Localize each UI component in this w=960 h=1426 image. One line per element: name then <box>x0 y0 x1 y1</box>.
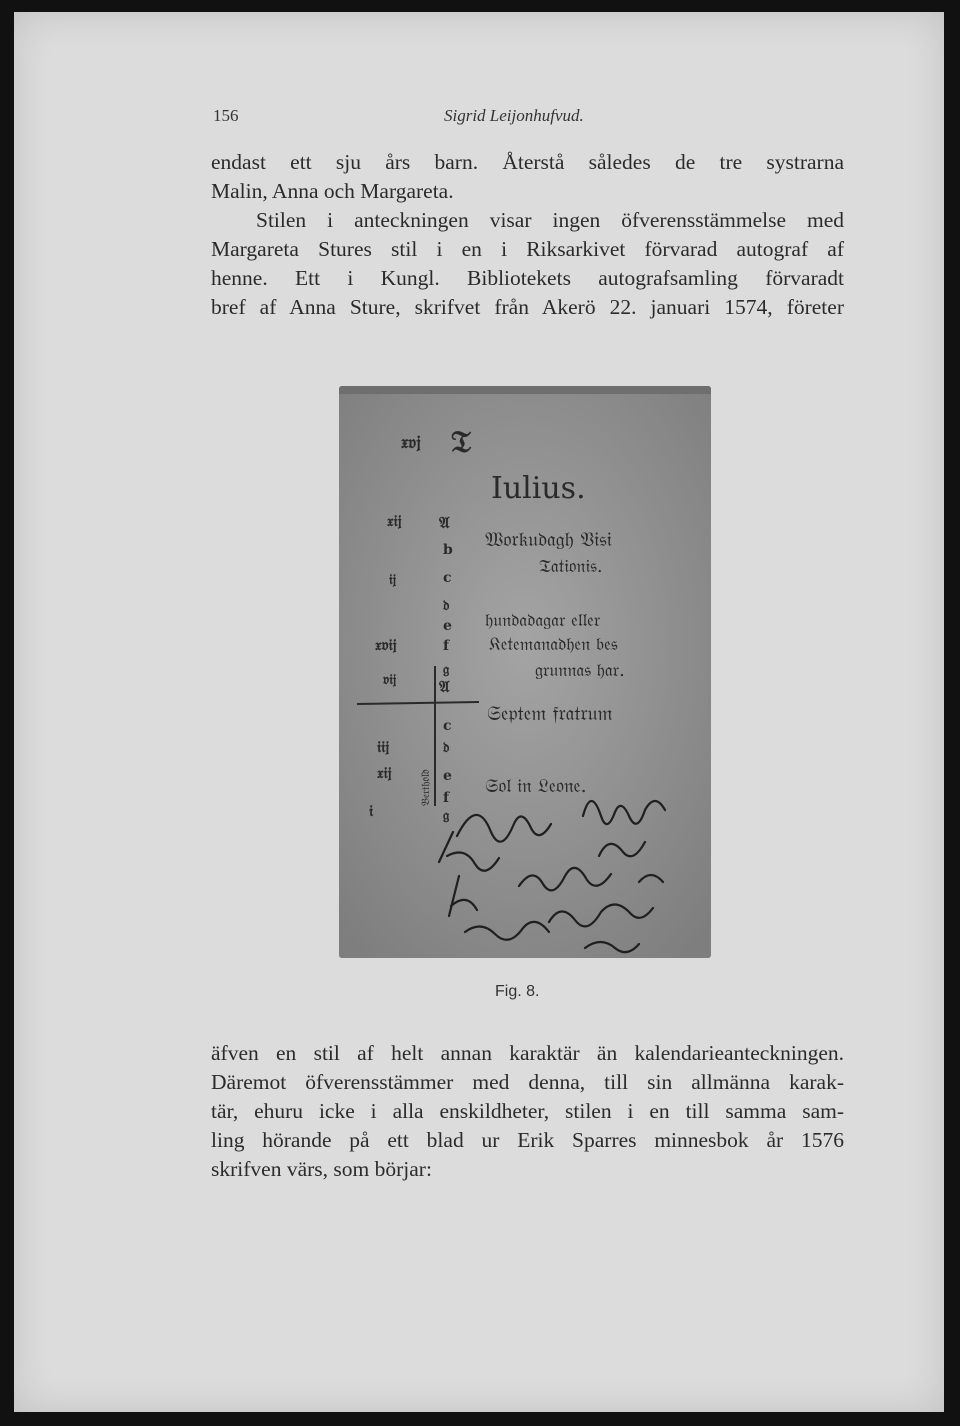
text-line: henne. Ett i Kungl. Bibliotekets autografsamling förvaradt <box>211 266 844 290</box>
text-line: ling hörande på ett blad ur Erik Sparres minnesbok år 1576 <box>211 1128 844 1152</box>
svg-text:𝔦𝔧: 𝔦𝔧 <box>389 572 397 588</box>
svg-text:𝔤𝔯𝔲𝔫𝔫𝔞𝔰 𝔥𝔞𝔯.: 𝔤𝔯𝔲𝔫𝔫𝔞𝔰 𝔥𝔞𝔯. <box>535 660 625 681</box>
text-line: Däremot öfverensstämmer med denna, till sin allmänna karak- <box>211 1070 844 1094</box>
svg-text:𝔎𝔢𝔱𝔢𝔪𝔞𝔫𝔞𝔡𝔥𝔢𝔫 𝔟𝔢�: 𝔎𝔢𝔱𝔢𝔪𝔞𝔫𝔞𝔡𝔥𝔢𝔫 𝔟𝔢𝔰 <box>489 634 618 655</box>
svg-text:𝔖𝔢𝔭𝔱𝔢𝔪 𝔣𝔯𝔞𝔱𝔯𝔲𝔪: 𝔖𝔢𝔭𝔱𝔢𝔪 𝔣𝔯𝔞𝔱𝔯𝔲𝔪 <box>487 701 613 725</box>
text-line: tär, ehuru icke i alla enskildheter, stilen i en till samma sam- <box>211 1099 844 1123</box>
svg-text:𝔦𝔦𝔧: 𝔦𝔦𝔧 <box>377 737 390 756</box>
svg-text:𝔵𝔳𝔦𝔧: 𝔵𝔳𝔦𝔧 <box>375 635 397 654</box>
svg-text:𝔦: 𝔦 <box>369 801 374 820</box>
svg-text:e: e <box>443 618 452 634</box>
svg-text:𝔗: 𝔗 <box>451 425 471 460</box>
svg-text:c: c <box>443 718 452 734</box>
svg-text:𝔄: 𝔄 <box>439 677 450 696</box>
text-line: skrifven värs, som börjar: <box>211 1157 432 1181</box>
svg-text:𝔄: 𝔄 <box>439 513 450 532</box>
svg-text:𝔵𝔳𝔧: 𝔵𝔳𝔧 <box>401 432 421 453</box>
body-text-top <box>211 148 844 322</box>
svg-text:𝔤: 𝔤 <box>443 808 450 824</box>
text-line: Stilen i anteckningen visar ingen öfverensstämmelse med <box>256 208 844 232</box>
svg-text:𝔚𝔬𝔯𝔨𝔲𝔡𝔞𝔤𝔥 𝔙𝔦𝔰𝔦: 𝔚𝔬𝔯𝔨𝔲𝔡𝔞𝔤𝔥 𝔙𝔦𝔰𝔦 <box>485 527 612 551</box>
body-text-bottom <box>211 1039 844 1184</box>
figure-caption: Fig. 8. <box>495 983 540 1000</box>
running-head: Sigrid Leijonhufvud. <box>444 106 584 125</box>
svg-text:f: f <box>443 790 450 806</box>
svg-text:𝔅𝔢𝔯𝔱𝔥𝔬𝔩𝔡: 𝔅𝔢𝔯𝔱𝔥𝔬𝔩𝔡 <box>419 769 432 806</box>
text-line: endast ett sju års barn. Återstå således de tre systrarna <box>211 150 844 174</box>
text-line: Malin, Anna och Margareta. <box>211 179 454 203</box>
svg-text:b: b <box>443 542 453 558</box>
manuscript-figure <box>339 386 711 958</box>
svg-text:f: f <box>443 638 450 654</box>
page-header <box>213 106 845 130</box>
svg-text:𝔥𝔲𝔫𝔡𝔞𝔡𝔞𝔤𝔞𝔯 𝔢𝔩𝔩𝔢�: 𝔥𝔲𝔫𝔡𝔞𝔡𝔞𝔤𝔞𝔯 𝔢𝔩𝔩𝔢𝔯 <box>485 610 601 631</box>
svg-text:e: e <box>443 768 452 784</box>
svg-text:𝔤: 𝔤 <box>443 662 450 678</box>
svg-text:𝔳𝔦𝔧: 𝔳𝔦𝔧 <box>383 672 397 688</box>
text-line: bref af Anna Sture, skrifvet från Akerö 22. januari 1574, företer <box>211 295 844 319</box>
svg-text:𝔵𝔦𝔧: 𝔵𝔦𝔧 <box>377 763 392 782</box>
svg-text:𝔡: 𝔡 <box>443 740 450 756</box>
text-line: äfven en stil af helt annan karaktär än kalendarieanteckningen. <box>211 1041 844 1065</box>
svg-text:𝔡: 𝔡 <box>443 598 450 614</box>
svg-text:𝔖𝔬𝔩 𝔦𝔫 𝔏𝔢𝔬𝔫𝔢.: 𝔖𝔬𝔩 𝔦𝔫 𝔏𝔢𝔬𝔫𝔢. <box>485 775 587 797</box>
svg-text:𝔵𝔦𝔧: 𝔵𝔦𝔧 <box>387 511 402 530</box>
manuscript-image <box>339 386 711 958</box>
page-number: 156 <box>213 106 239 125</box>
svg-text:Iulius.: Iulius. <box>491 471 586 506</box>
svg-text:c: c <box>443 570 452 586</box>
svg-text:𝔗𝔞𝔱𝔦𝔬𝔫𝔦𝔰.: 𝔗𝔞𝔱𝔦𝔬𝔫𝔦𝔰. <box>539 556 603 577</box>
text-line: Margareta Stures stil i en i Riksarkivet förvarad autograf af <box>211 237 844 261</box>
